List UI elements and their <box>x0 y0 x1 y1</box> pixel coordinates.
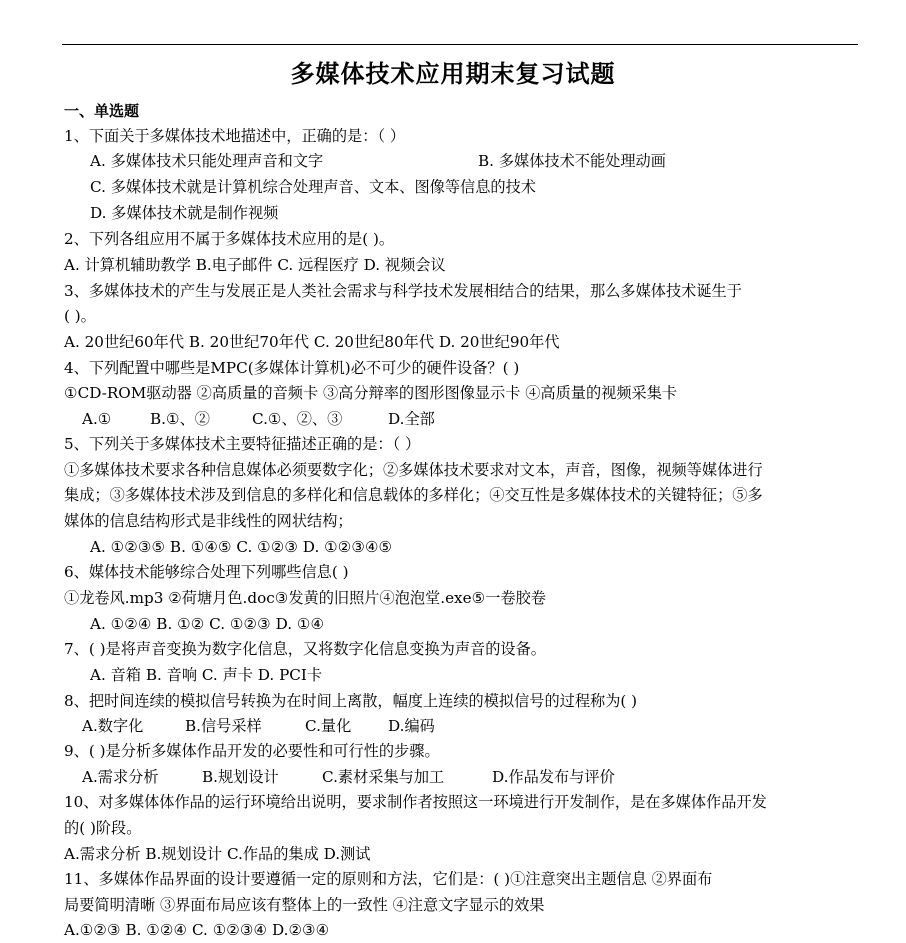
question-9: 9、( )是分析多媒体作品开发的必要性和可行性的步骤。 <box>64 742 440 760</box>
q11-options: A.①②③ B. ①②④ C. ①②③④ D.②③④ <box>64 921 330 939</box>
q8-option-d: D.编码 <box>388 717 435 735</box>
q9-option-b: B.规划设计 <box>202 768 279 786</box>
q4-option-c: C.①、②、③ <box>252 410 343 428</box>
q1-option-b: B. 多媒体技术不能处理动画 <box>478 152 666 170</box>
q1-option-a: A. 多媒体技术只能处理声音和文字 <box>90 152 324 170</box>
q9-option-d: D.作品发布与评价 <box>492 768 615 786</box>
question-10-line-1: 10、对多媒体体作品的运行环境给出说明，要求制作者按照这一环境进行开发制作，是在多媒体作品开发 <box>64 793 767 811</box>
q4-option-a: A.① <box>82 410 112 428</box>
q6-items: ①龙卷风.mp3 ②荷塘月色.doc③发黄的旧照片④泡泡堂.exe⑤一卷胶卷 <box>64 589 546 607</box>
q3-options: A. 20世纪60年代 B. 20世纪70年代 C. 20世纪80年代 D. 20世纪90年代 <box>64 333 560 351</box>
q5-text-line-3: 媒体的信息结构形式是非线性的网状结构； <box>64 512 353 530</box>
q2-options: A. 计算机辅助教学 B.电子邮件 C. 远程医疗 D. 视频会议 <box>64 256 446 274</box>
q9-option-a: A.需求分析 <box>82 768 159 786</box>
q1-option-d: D. 多媒体技术就是制作视频 <box>90 204 279 222</box>
question-4: 4、下列配置中哪些是MPC(多媒体计算机)必不可少的硬件设备？( ) <box>64 359 520 377</box>
question-11-line-1: 11、多媒体作品界面的设计要遵循一定的原则和方法，它们是：( )①注意突出主题信息 ②界面布 <box>64 870 713 888</box>
q5-options: A. ①②③⑤ B. ①④⑤ C. ①②③ D. ①②③④⑤ <box>90 538 393 556</box>
page-title: 多媒体技术应用期末复习试题 <box>290 60 616 88</box>
q8-option-b: B.信号采样 <box>185 717 262 735</box>
header-rule <box>62 44 858 45</box>
q5-text-line-1: ①多媒体技术要求各种信息媒体必须要数字化；②多媒体技术要求对文本，声音，图像，视频等媒体进行 <box>64 461 763 479</box>
question-3-line-1: 3、多媒体技术的产生与发展正是人类社会需求与科学技术发展相结合的结果，那么多媒体技术诞生于 <box>64 282 742 300</box>
q4-items: ①CD-ROM驱动器 ②高质量的音频卡 ③高分辩率的图形图像显示卡 ④高质量的视频采集卡 <box>64 384 678 402</box>
question-1: 1、下面关于多媒体技术地描述中，正确的是：（ ） <box>64 127 406 145</box>
q7-options: A. 音箱 B. 音响 C. 声卡 D. PCI卡 <box>90 666 323 684</box>
question-3-line-2: ( )。 <box>64 307 96 325</box>
question-7: 7、( )是将声音变换为数字化信息，又将数字化信息变换为声音的设备。 <box>64 640 546 658</box>
q9-option-c: C.素材采集与加工 <box>322 768 445 786</box>
q4-option-b: B.①、② <box>150 410 210 428</box>
q10-options: A.需求分析 B.规划设计 C.作品的集成 D.测试 <box>64 845 371 863</box>
q6-options: A. ①②④ B. ①② C. ①②③ D. ①④ <box>90 615 325 633</box>
q8-option-c: C.量化 <box>305 717 352 735</box>
question-6: 6、媒体技术能够综合处理下列哪些信息( ) <box>64 563 349 581</box>
question-5: 5、下列关于多媒体技术主要特征描述正确的是：（ ） <box>64 435 421 453</box>
question-8: 8、把时间连续的模拟信号转换为在时间上离散，幅度上连续的模拟信号的过程称为( ) <box>64 692 638 710</box>
section-heading: 一、单选题 <box>64 102 140 120</box>
question-2: 2、下列各组应用不属于多媒体技术应用的是( )。 <box>64 230 395 248</box>
q4-option-d: D.全部 <box>388 410 435 428</box>
q5-text-line-2: 集成；③多媒体技术涉及到信息的多样化和信息载体的多样化；④交互性是多媒体技术的关键特征；⑤多 <box>64 486 763 504</box>
q1-option-c: C. 多媒体技术就是计算机综合处理声音、文本、图像等信息的技术 <box>90 178 536 196</box>
q8-option-a: A.数字化 <box>82 717 144 735</box>
question-11-line-2: 局要简明清晰 ③界面布局应该有整体上的一致性 ④注意文字显示的效果 <box>64 896 545 914</box>
question-10-line-2: 的( )阶段。 <box>64 819 142 837</box>
